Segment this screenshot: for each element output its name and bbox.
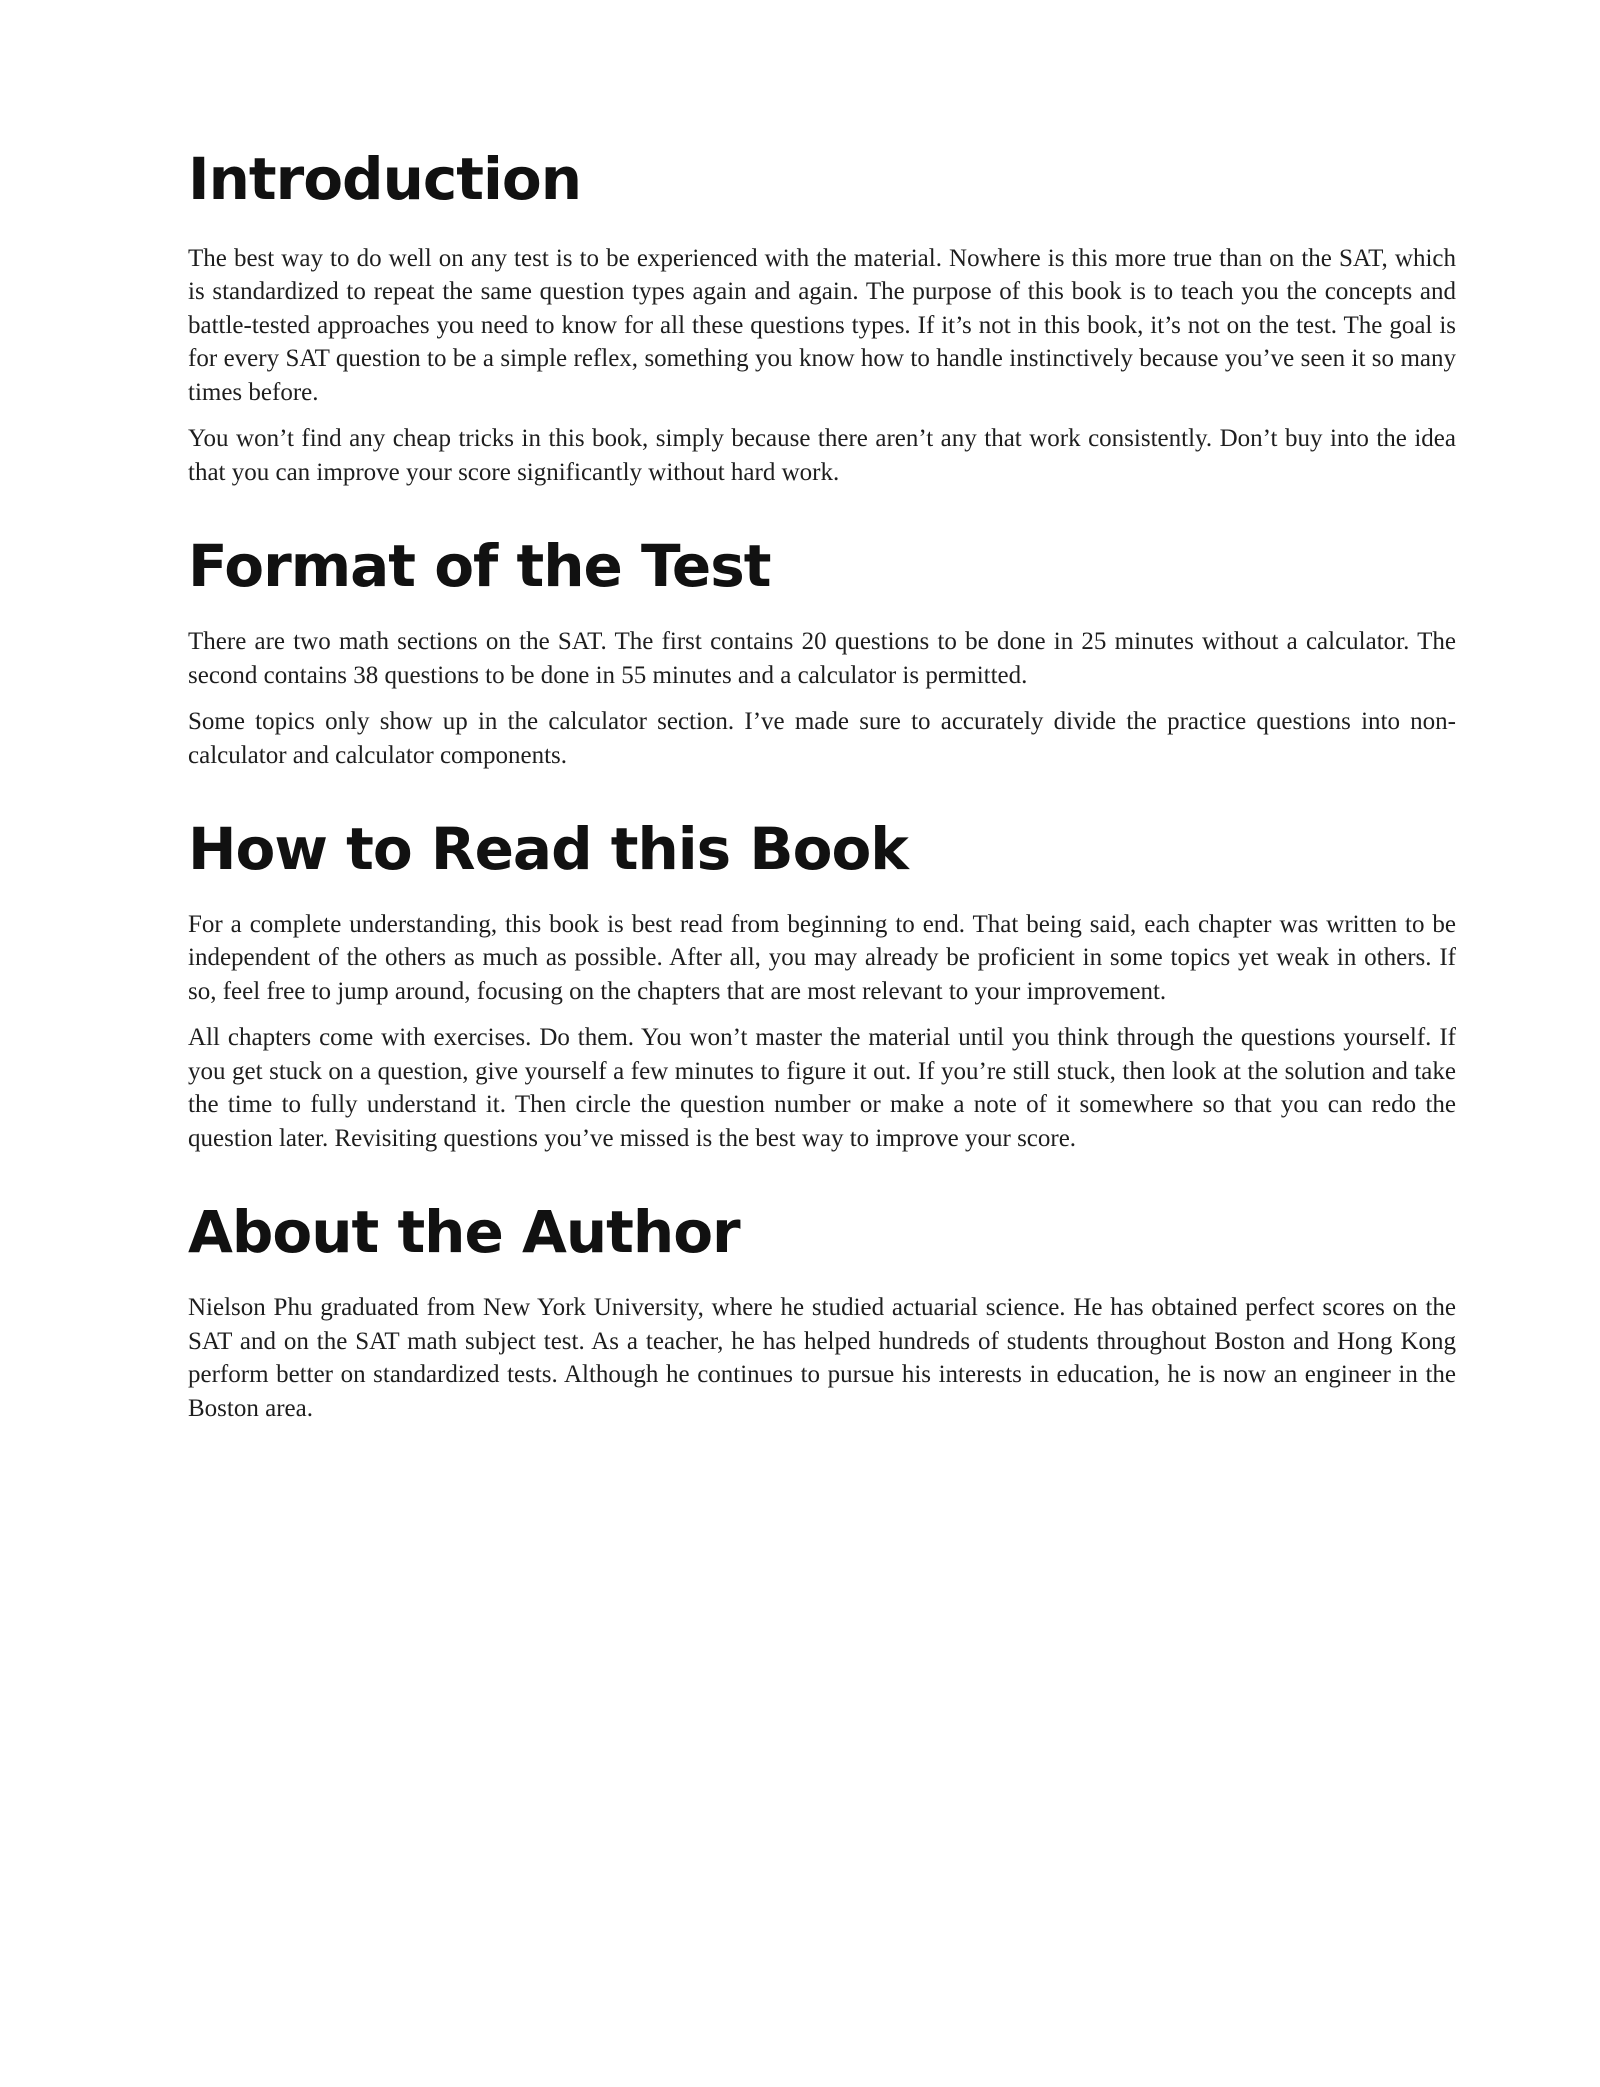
section-heading: About the Author [188,1198,740,1267]
paragraph: You won’t find any cheap tricks in this book, simply because there aren’t any that work consistently. Don’t buy into the idea that you can improve your score significantly without hard work. [188,425,1456,486]
paragraph: Nielson Phu graduated from New York University, where he studied actuarial science. He has obtained perfect scores on the SAT and on the SAT math subject test. As a teacher, he has helped hundreds of students throughout Boston and Hong Kong perform better on standardized tests. Although he continues to pursue his interests in education, he is now an engineer in the Boston area. [188,1294,1456,1422]
section-heading: Introduction [188,145,581,213]
paragraph: There are two math sections on the SAT. The first contains 20 questions to be done in 25 minutes without a calculator. The second contains 38 questions to be done in 55 minutes and a calculator is permitted. [188,628,1456,689]
section-heading: Format of the Test [188,532,771,601]
paragraph: All chapters come with exercises. Do them. You won’t master the material until you think through the questions yourself. If you get stuck on a question, give yourself a few minutes to figure it out. If you’re still stuck, then look at the solution and take the time to fully understand it. Then circle the question number or make a note of it somewhere so that you can redo the question later. Revisiting questions you’ve missed is the best way to improve your score. [188,1024,1456,1152]
section-introduction [188,145,1456,489]
section-about-the-author [188,1198,1456,1425]
paragraph: For a complete understanding, this book is best read from beginning to end. That being said, each chapter was written to be independent of the others as much as possible. After all, you may already be proficient in some topics yet weak in others. If so, feel free to jump around, focusing on the chapters that are most relevant to your improvement. [188,910,1456,1005]
section-format-of-the-test [188,532,1456,772]
section-how-to-read-this-book [188,815,1456,1155]
document-page [188,145,1456,1471]
paragraph: The best way to do well on any test is to be experienced with the material. Nowhere is this more true than on the SAT, which is standardized to repeat the same question types again and again. The purpose of this book is to teach you the concepts and battle-tested approaches you need to know for all these questions types. If it’s not in this book, it’s not on the test. The goal is for every SAT question to be a simple reflex, something you know how to handle instinctively because you’ve seen it so many times before. [188,244,1456,406]
section-heading: How to Read this Book [188,815,908,884]
paragraph: Some topics only show up in the calculator section. I’ve made sure to accurately divide the practice questions into non-calculator and calculator components. [188,708,1456,769]
